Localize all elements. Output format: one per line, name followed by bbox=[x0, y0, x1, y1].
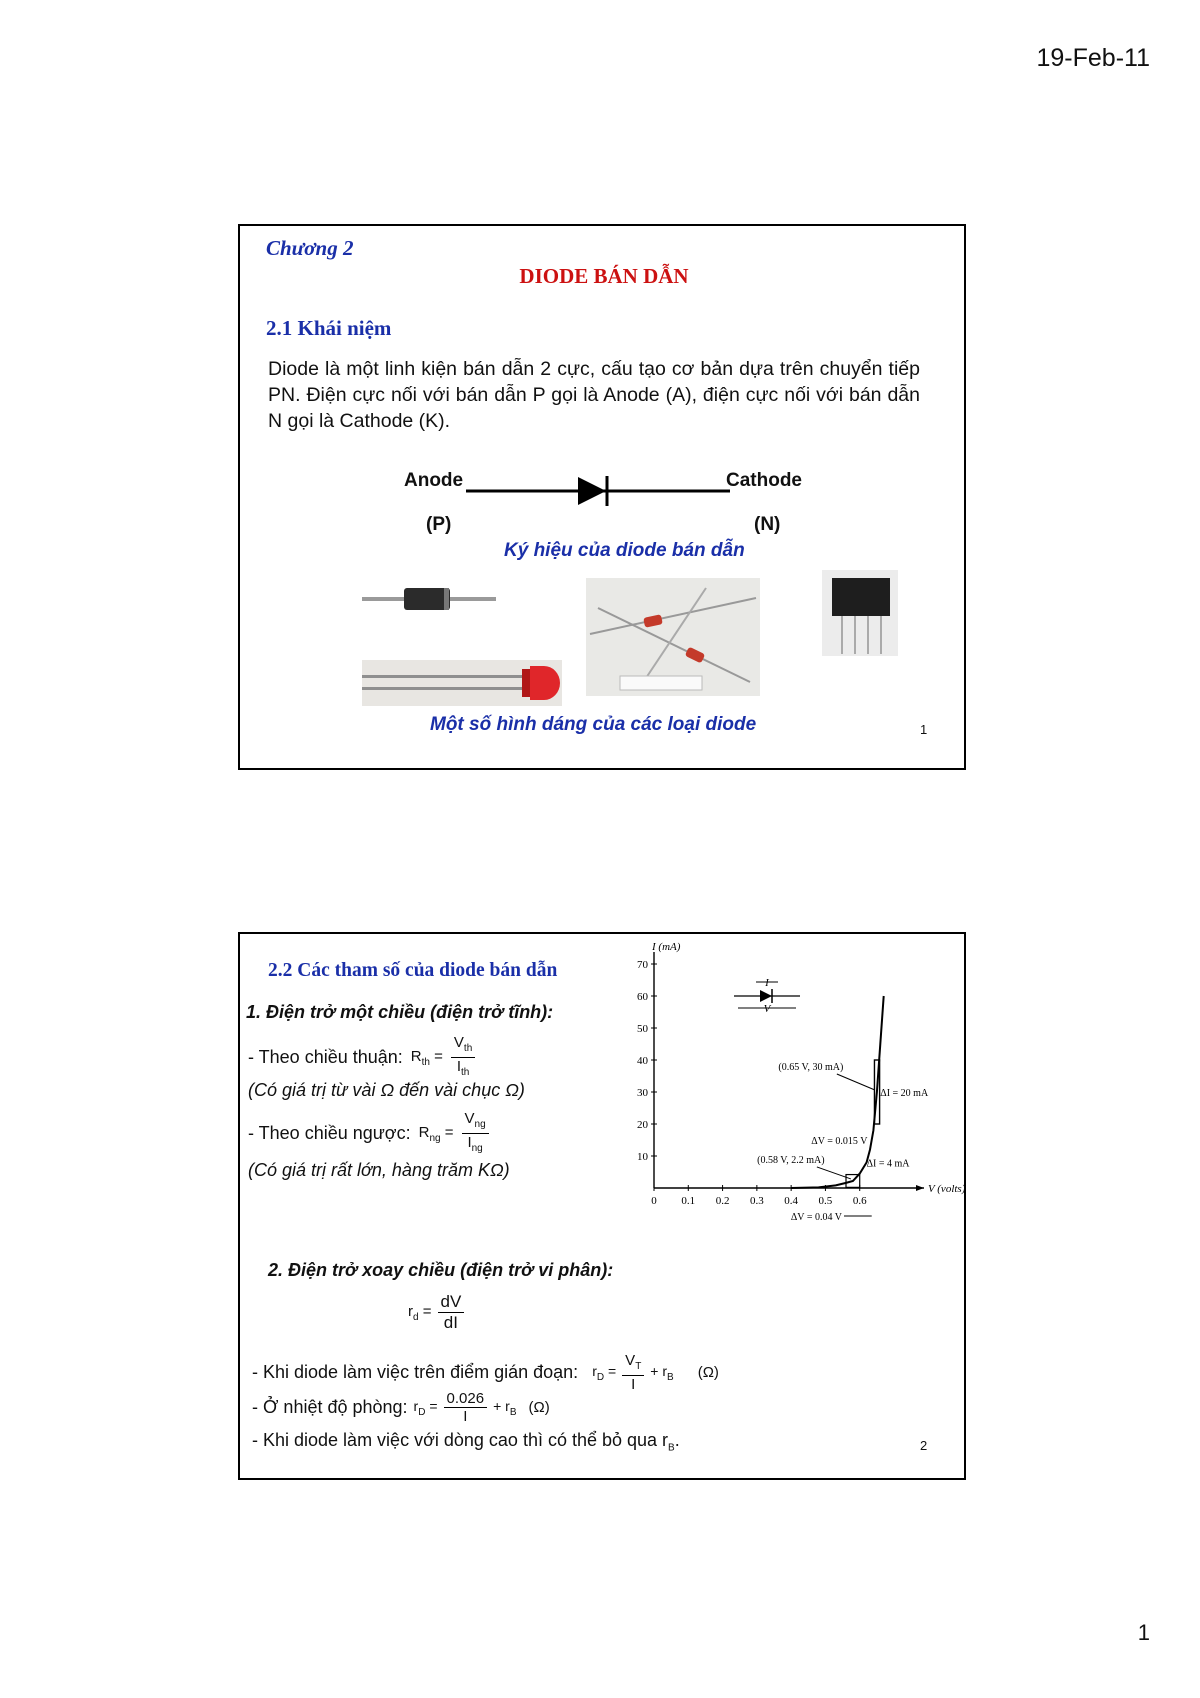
inset-diode-icon bbox=[760, 990, 772, 1002]
inset-current-label: I bbox=[765, 977, 769, 989]
x-tick-label: 0.3 bbox=[749, 1195, 764, 1207]
slide-1 bbox=[238, 224, 966, 770]
reverse-note: (Có giá trị rất lớn, hàng trăm KΩ) bbox=[248, 1160, 510, 1180]
section-heading: 2.1 Khái niệm bbox=[266, 316, 392, 340]
y-tick-label: 70 bbox=[637, 959, 648, 971]
y-tick-label: 30 bbox=[637, 1087, 648, 1099]
forward-note: (Có giá trị từ vài Ω đến vài chục Ω) bbox=[248, 1080, 525, 1100]
n-label: (N) bbox=[754, 514, 781, 535]
delta-i-upper-label: ΔI = 20 mA bbox=[880, 1088, 929, 1099]
x-tick-label: 0.4 bbox=[784, 1195, 799, 1207]
reverse-fraction: $\frac{V_{ng}}{I_{ng}}$ bbox=[462, 1110, 489, 1157]
diode-symbol-icon bbox=[466, 474, 730, 508]
high-current-note: - Khi diode làm việc với dòng cao thì có thể bỏ qua $r_B$. bbox=[252, 1430, 680, 1454]
discontinuity-label: - Khi diode làm việc trên điểm gián đoạn: bbox=[252, 1362, 579, 1382]
page-date: 19-Feb-11 bbox=[1036, 44, 1150, 72]
delta-v-upper-label: ΔV = 0.015 V bbox=[811, 1136, 868, 1147]
slide-number: 1 bbox=[920, 722, 928, 737]
rd-formula: $r_d$ = $\frac{dV}{dI}$ bbox=[408, 1292, 464, 1333]
x-tick-label: 0.2 bbox=[715, 1195, 730, 1207]
symbol-caption: Ký hiệu của diode bán dẫn bbox=[504, 540, 745, 561]
delta-i-lower-label: ΔI = 4 mA bbox=[866, 1158, 910, 1170]
p-label: (P) bbox=[426, 514, 452, 535]
room-temperature-label: - Ở nhiệt độ phòng: bbox=[252, 1397, 408, 1417]
reverse-r: $R_{ng}$ = bbox=[418, 1123, 454, 1144]
bridge-rectifier-image bbox=[822, 570, 898, 656]
forward-fraction: $\frac{V_{th}}{I_{th}}$ bbox=[451, 1034, 475, 1081]
page-number: 1 bbox=[1137, 1620, 1150, 1645]
point2-leader bbox=[817, 1167, 851, 1179]
x-tick-label: 0.6 bbox=[852, 1195, 867, 1207]
chapter-label: Chương 2 bbox=[266, 236, 354, 260]
forward-resistance-row bbox=[248, 1034, 475, 1081]
slide-number: 2 bbox=[920, 1438, 928, 1453]
x-axis-label: V (volts) bbox=[928, 1183, 966, 1195]
photos-caption: Một số hình dáng của các loại diode bbox=[430, 714, 757, 735]
y-tick-label: 10 bbox=[637, 1151, 648, 1163]
y-tick-label: 20 bbox=[637, 1119, 648, 1131]
point1-leader bbox=[837, 1074, 875, 1090]
slide-title: DIODE BÁN DẪN bbox=[519, 264, 689, 288]
reverse-resistance-row bbox=[248, 1110, 489, 1157]
delta-v-lower-label: ΔV = 0.04 V bbox=[790, 1212, 842, 1223]
cathode-label: Cathode bbox=[726, 470, 802, 491]
inset-voltage-label: V bbox=[763, 1003, 771, 1015]
forward-label: - Theo chiều thuận: bbox=[248, 1047, 403, 1067]
y-tick-label: 40 bbox=[637, 1055, 648, 1067]
slide-2 bbox=[238, 932, 966, 1480]
point2-label: (0.58 V, 2.2 mA) bbox=[757, 1154, 825, 1166]
y-axis-label: I (mA) bbox=[652, 941, 681, 953]
concept-paragraph: Diode là một linh kiện bán dẫn 2 cực, cấu tạo cơ bản dựa trên chuyển tiếp PN. Điện cực nối với bán dẫn P gọi là Anode (A), điện cực nối với bán dẫn N gọi là Cathode (K). bbox=[268, 358, 920, 432]
section-heading: 2.2 Các tham số của diode bán dẫn bbox=[268, 960, 558, 981]
reverse-label: - Theo chiều ngược: bbox=[248, 1123, 411, 1143]
point1-label: (0.65 V, 30 mA) bbox=[778, 1062, 844, 1073]
x-tick-label: 0.5 bbox=[818, 1195, 833, 1207]
small-diodes-image bbox=[586, 578, 760, 696]
room-temperature-row: - Ở nhiệt độ phòng: $r_D$ = $\frac{0.026}{I}$ + $r_B$ (Ω) bbox=[252, 1390, 550, 1425]
anode-label: Anode bbox=[404, 470, 464, 491]
static-resistance-heading: 1. Điện trở một chiều (điện trở tĩnh): bbox=[246, 1002, 554, 1022]
forward-r: $R_{th}$ = bbox=[410, 1047, 443, 1068]
led-image bbox=[362, 660, 562, 706]
x-axis-arrow bbox=[916, 1185, 924, 1191]
x-tick-label: 0 bbox=[651, 1195, 657, 1207]
iv-characteristic-chart bbox=[624, 934, 966, 1254]
dynamic-resistance-heading: 2. Điện trở xoay chiều (điện trở vi phân): bbox=[268, 1260, 614, 1280]
axial-diode-image bbox=[362, 578, 496, 620]
y-tick-label: 50 bbox=[637, 1023, 648, 1035]
discontinuity-row: - Khi diode làm việc trên điểm gián đoạn: $r_D$ = $\frac{V_T}{I}$ + $r_B$ (Ω) bbox=[252, 1352, 719, 1393]
x-tick-label: 0.1 bbox=[681, 1195, 696, 1207]
y-tick-label: 60 bbox=[637, 991, 648, 1003]
